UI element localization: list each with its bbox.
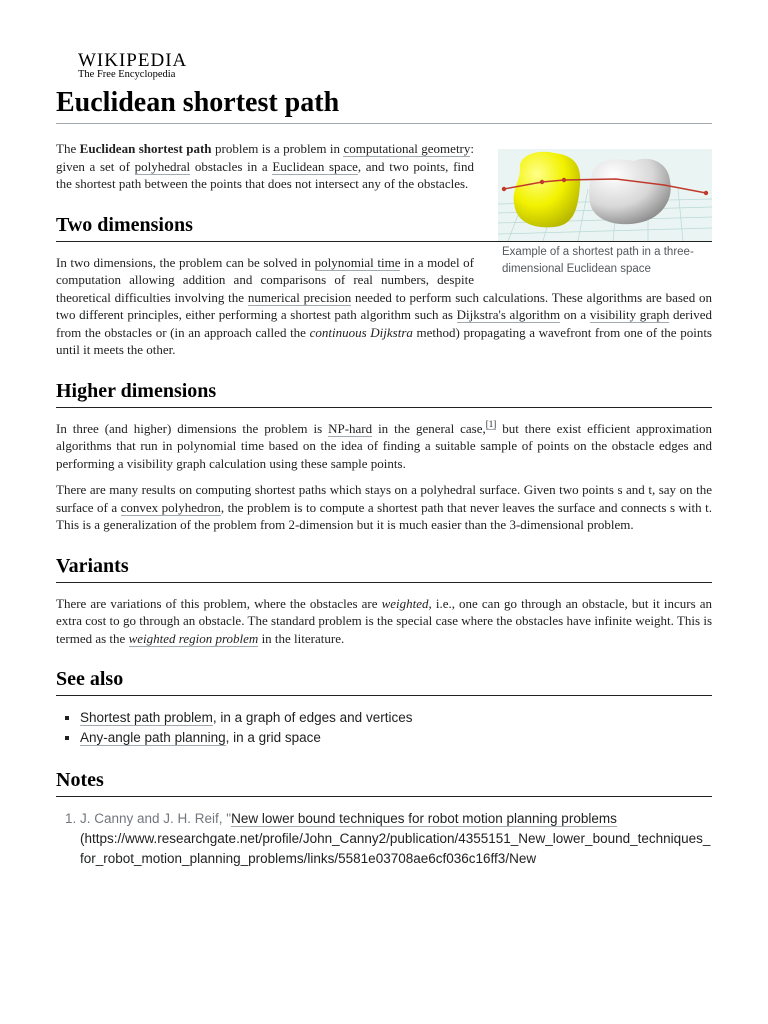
reference-1[interactable]: [1] bbox=[485, 419, 497, 430]
list-item: ▪ Any-angle path planning, in a grid space bbox=[80, 728, 712, 748]
link-numerical-precision[interactable]: numerical precision bbox=[247, 289, 352, 305]
link-polynomial-time[interactable]: polynomial time bbox=[314, 254, 401, 270]
link-weighted-region-problem[interactable]: weighted region problem bbox=[128, 630, 259, 646]
list-item: ▪ Shortest path problem, in a graph of edges and vertices bbox=[80, 708, 712, 728]
link-shortest-path-problem[interactable]: Shortest path problem bbox=[80, 710, 213, 725]
yellow-obstacle bbox=[514, 152, 581, 228]
heading-variants: Variants bbox=[56, 553, 712, 583]
heading-two-dimensions: Two dimensions bbox=[56, 212, 712, 242]
see-also-list bbox=[56, 708, 712, 748]
link-np-hard[interactable]: NP-hard bbox=[328, 420, 373, 436]
link-any-angle-path-planning[interactable]: Any-angle path planning bbox=[80, 730, 226, 745]
link-dijkstras-algorithm[interactable]: Dijkstra's algorithm bbox=[456, 307, 561, 322]
heading-see-also: See also bbox=[56, 666, 712, 696]
two-dimensions-paragraph: In two dimensions, the problem can be solved in polynomial time in a model of computation allowing addition and comparisons of real numbers, despite theoretical difficulties involving the numerical precision needed to perform such calculations. These algorithms are based on two different principles, either performing a shortest path algorithm such as Dijkstra's algorithm on a visibility graph derived from the obstacles or (in an approach called the continuous Dijkstra method) propagating a wavefront from one of the points until it meets the other. bbox=[56, 254, 712, 357]
link-convex-polyhedron[interactable]: convex polyhedron bbox=[120, 499, 221, 515]
link-computational-geometry[interactable]: computational geometry bbox=[343, 141, 471, 156]
notes-list bbox=[56, 809, 712, 869]
higher-dimensions-paragraph-1: In three (and higher) dimensions the problem is NP-hard in the general case,[1] but there exist efficient approximation algorithms that run in polynomial time based on the idea of finding a suitable sample of points on the obstacle edges and performing a visibility graph calculation using these sample points. bbox=[56, 419, 712, 471]
list-item: 1. J. Canny and J. H. Reif, "New lower bound techniques for robot motion planning problems (https://www.researchgate.net/profile/John_Canny2/publication/4355151_New_lower_bound_techniques_for_robot_motion_planning_problems/links/5581e03708ae6cf036c16ff3/New bbox=[80, 809, 712, 869]
logo-wordmark: WIKIPEDIA bbox=[78, 50, 188, 71]
link-polyhedral[interactable]: polyhedral bbox=[134, 158, 191, 174]
reference-url[interactable]: (https://www.researchgate.net/profile/John_Canny2/publication/4355151_New_lower_bound_techniques_for_robot_motion_planning_problems/links/5581e03708ae6cf036c16ff3/New bbox=[80, 831, 711, 866]
figure bbox=[498, 149, 712, 278]
wikipedia-logo[interactable] bbox=[78, 50, 187, 80]
link-reference-title[interactable]: New lower bound techniques for robot motion planning problems bbox=[231, 811, 617, 826]
article-body bbox=[56, 140, 712, 869]
variants-paragraph: There are variations of this problem, where the obstacles are weighted, i.e., one can go through an obstacle, but it incurs an extra cost to go through an obstacle. The standard problem is the special case where the obstacles have infinite weight. This is termed as the weighted region problem in the literature. bbox=[56, 595, 712, 646]
higher-dimensions-paragraph-2: There are many results on computing shortest paths which stays on a polyhedral surface. Given two points s and t, say on the surface of a convex polyhedron, the problem is to compute a shortest path that never leaves the surface and connects s with t. This is a generalization of the problem from 2-dimension but it is much easier than the 3-dimensional problem. bbox=[56, 482, 712, 532]
term-bold: Euclidean shortest path bbox=[79, 141, 212, 156]
page-title: Euclidean shortest path bbox=[56, 84, 712, 124]
figure-caption: Example of a shortest path in a three-dimensional Euclidean space bbox=[502, 246, 694, 275]
heading-notes: Notes bbox=[56, 767, 712, 797]
logo-tagline: The Free Encyclopedia bbox=[78, 69, 176, 80]
heading-higher-dimensions: Higher dimensions bbox=[56, 378, 712, 408]
shortest-path-3d-image[interactable] bbox=[498, 149, 712, 241]
intro-paragraph: The Euclidean shortest path problem is a problem in computational geometry: given a set of polyhedral obstacles in a Euclidean space, and two points, find the shortest path between the points that does not intersect any of the obstacles. bbox=[56, 141, 475, 191]
link-euclidean-space[interactable]: Euclidean space bbox=[272, 158, 358, 174]
link-visibility-graph[interactable]: visibility graph bbox=[589, 307, 670, 322]
